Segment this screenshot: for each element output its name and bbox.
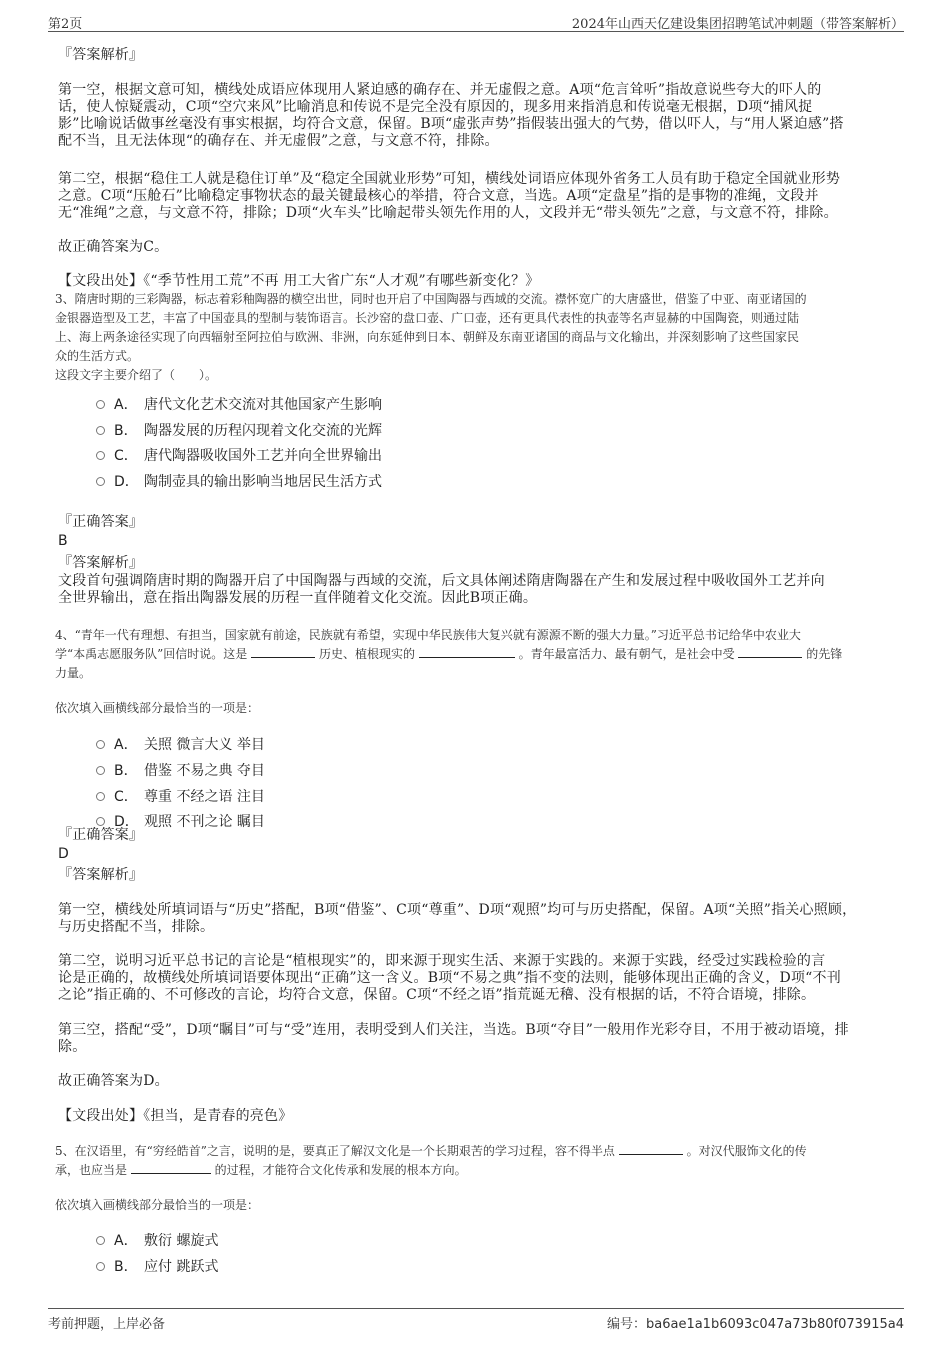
q4-option-a[interactable]: A． 关照 微言大义 举目 (96, 736, 265, 754)
q4-analysis-title: 『答案解析』 (58, 867, 144, 883)
code-label: 编号： (606, 1317, 646, 1332)
footer-divider (48, 1308, 904, 1309)
radio-icon[interactable] (96, 1236, 105, 1245)
q4-source: 【文段出处】《担当，是青春的亮色》 (58, 1108, 293, 1124)
q2-analysis-para1: 第一空，根据文意可知，横线处成语应体现用人紧迫感的确存在、并无虚假之意。A项“危言耸听”指故意说些夸大的吓人的 话，使人惊疑震动，C项“空穴来风”比喻消息和传说不是完全没有原因的，现多用来指消息和传说毫无根据，D项“捕风捉 影”比喻说话做事丝毫没有事实根据，均符合文意，保留。B项“虚张声势”指假装出强大的气势，借以吓人，与“用人紧迫感”搭 配不当，且无法体现“的确存在、并无虚假”之意，与文意不符，排除。 (58, 82, 844, 149)
radio-icon[interactable] (96, 477, 105, 486)
radio-icon[interactable] (96, 792, 105, 801)
q5-prompt: 依次填入画横线部分最恰当的一项是： (55, 1198, 260, 1212)
header-divider (48, 31, 904, 32)
q5-stem: 5、在汉语里，有“穷经皓首”之言，说明的是，要真正了解汉文化是一个长期艰苦的学习过程，容不得半点 。对汉代服饰文化的传 承，也应当是 的过程，才能符合文化传承和发展的根本方向。 (55, 1144, 807, 1177)
radio-icon[interactable] (96, 451, 105, 460)
q4-option-d[interactable]: D． 观照 不刊之论 瞩目 (96, 813, 265, 831)
q4-analysis-para2: 第二空，说明习近平总书记的言论是“植根现实”的，即来源于现实生活、来源于实践的。来源于实践，经受过实践检验的言 论是正确的，故横线处所填词语要体现出“正确”这一含义。B项“不易之典”指不变的法则，能够体现出正确的含义，D项“不刊 之论”指正确的、不可修改的言论，均符合文意，保留。C项“不经之语”指荒诞无稽、没有根据的话，不符合语境，排除。 (58, 953, 841, 1003)
radio-icon[interactable] (96, 426, 105, 435)
q4-stem: 4、“青年一代有理想、有担当，国家就有前途，民族就有希望，实现中华民族伟大复兴就有源源不断的强大力量。”习近平总书记给华中农业大 学“本禹志愿服务队”回信时说。这是 历史、植根现实的 。青年最富活力、最有朝气，是社会中受 的先锋 力量。 (55, 628, 843, 680)
q4-analysis-para3: 第三空，搭配“受”，D项“瞩目”可与“受”连用，表明受到人们关注，当选。B项“夺目”一般用作光彩夺目，不用于被动语境，排 除。 (58, 1022, 849, 1055)
q3-answer: B (58, 533, 68, 549)
q4-conclusion: 故正确答案为D。 (58, 1073, 169, 1089)
radio-icon[interactable] (96, 400, 105, 409)
q4-answer: D (58, 846, 69, 862)
blank-2 (419, 645, 515, 658)
q3-stem: 3、隋唐时期的三彩陶器，标志着彩釉陶器的横空出世，同时也开启了中国陶器与西域的交流。襟怀宽广的大唐盛世，借鉴了中亚、南亚诸国的 金银器造型及工艺，丰富了中国壶具的型制与装饰语言。长沙窑的盘口壶、广口壶，还有更具代表性的执壶等名声显赫的中国陶瓷，则通过陆 上、海上两条途径实现了向西辐射至阿拉伯与欧洲、非洲，向东延伸到日本、朝鲜及东南亚诸国的商品与文化输出，并深刻影响了这些国家民 众的生活方式。 这段文字主要介绍了（ ）。 (55, 292, 807, 382)
q3-option-c[interactable]: C． 唐代陶器吸收国外工艺并向全世界输出 (96, 447, 382, 465)
radio-icon[interactable] (96, 817, 105, 826)
q5-option-b[interactable]: B． 应付 跳跃式 (96, 1258, 218, 1276)
q3-option-b[interactable]: B． 陶器发展的历程闪现着文化交流的光辉 (96, 422, 382, 440)
q3-analysis: 文段首句强调隋唐时期的陶器开启了中国陶器与西域的交流，后文具体阐述隋唐陶器在产生和发展过程中吸收国外工艺并向 全世界输出，意在指出陶器发展的历程一直伴随着文化交流。因此B项正确。 (58, 573, 825, 606)
q2-source: 【文段出处】《“季节性用工荒”不再 用工大省广东“人才观”有哪些新变化？》 (58, 273, 540, 289)
q2-conclusion: 故正确答案为C。 (58, 239, 169, 255)
radio-icon[interactable] (96, 1262, 105, 1271)
blank-2 (131, 1161, 211, 1174)
q4-answer-title: 『正确答案』 (58, 827, 144, 843)
q5-option-a[interactable]: A． 敷衍 螺旋式 (96, 1232, 218, 1250)
q4-analysis-para1: 第一空，横线处所填词语与“历史”搭配，B项“借鉴”、C项“尊重”、D项“观照”均可与历史搭配，保留。A项“关照”指关心照顾， 与历史搭配不当，排除。 (58, 902, 857, 935)
radio-icon[interactable] (96, 740, 105, 749)
document-code (607, 1313, 904, 1332)
page-number: 第2页 (48, 17, 83, 32)
blank-1 (619, 1142, 683, 1155)
document-title: 2024年山西天亿建设集团招聘笔试冲刺题（带答案解析） (571, 17, 904, 32)
blank-1 (251, 645, 315, 658)
q3-option-a[interactable]: A． 唐代文化艺术交流对其他国家产生影响 (96, 396, 382, 414)
code-value: ba6ae1a1b6093c047a73b80f073915a4 (645, 1317, 904, 1332)
q4-option-b[interactable]: B． 借鉴 不易之典 夺目 (96, 762, 265, 780)
footer-slogan: 考前押题，上岸必备 (48, 1317, 166, 1332)
q2-analysis-title: 『答案解析』 (58, 47, 144, 63)
q4-prompt: 依次填入画横线部分最恰当的一项是： (55, 701, 260, 715)
q3-analysis-title: 『答案解析』 (58, 555, 144, 571)
radio-icon[interactable] (96, 766, 105, 775)
q3-answer-title: 『正确答案』 (58, 514, 144, 530)
q2-analysis-para2: 第二空，根据“稳住工人就是稳住订单”及“稳定全国就业形势”可知，横线处词语应体现外省务工人员有助于稳定全国就业形势 之意。C项“压舱石”比喻稳定事物状态的最关键最核心的举措，符合文意，当选。A项“定盘星”指的是事物的准绳，文段并 无“准绳”之意，与文意不符，排除；D项“火车头”比喻起带头领先作用的人，文段并无“带头领先”之意，与文意不符，排除。 (58, 171, 841, 221)
q3-option-d[interactable]: D． 陶制壶具的输出影响当地居民生活方式 (96, 473, 382, 491)
q4-option-c[interactable]: C． 尊重 不经之语 注目 (96, 788, 265, 806)
blank-3 (738, 645, 802, 658)
